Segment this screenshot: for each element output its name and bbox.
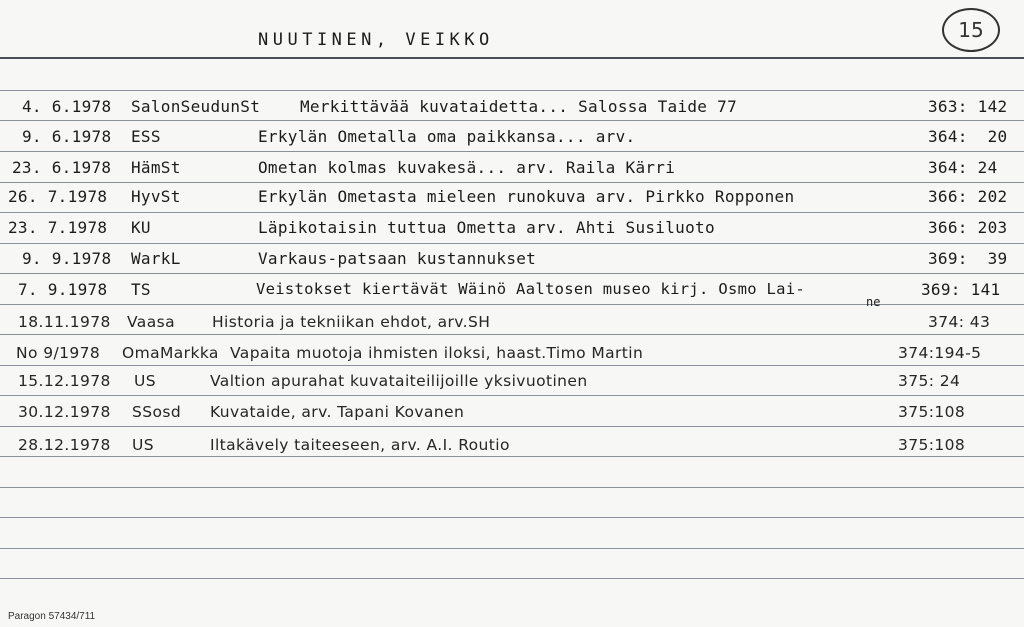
card-title: NUUTINEN, VEIKKO [258, 30, 494, 50]
ruled-line [0, 90, 1024, 91]
header-rule [0, 57, 1024, 59]
entry-ref: 374:194-5 [898, 344, 982, 362]
ruled-line [0, 182, 1024, 183]
ruled-line [0, 578, 1024, 579]
ruled-line [0, 426, 1024, 427]
entry-ref: 375: 24 [898, 372, 961, 390]
entry-text: Iltakävely taiteeseen, arv. A.I. Routio [210, 436, 510, 454]
ruled-line [0, 243, 1024, 244]
entry-date: 15.12.1978 [18, 372, 111, 390]
entry-date: 9. 6.1978 [22, 127, 112, 146]
entry-date: 23. 6.1978 [12, 158, 112, 177]
entry-ref: 369: 39 [928, 249, 1008, 268]
ruled-line [0, 517, 1024, 518]
entry-text: Läpikotaisin tuttua Ometta arv. Ahti Susiluoto [258, 218, 715, 237]
entry-source: US [132, 436, 154, 454]
entry-ref: 375:108 [898, 403, 966, 421]
entry-text: Valtion apurahat kuvataiteilijoille yksivuotinen [210, 372, 588, 390]
entry-text: Vapaita muotoja ihmisten iloksi, haast.Timo Martin [230, 344, 644, 362]
entry-ref: 374: 43 [928, 313, 991, 331]
entry-date: 18.11.1978 [18, 313, 111, 331]
ruled-line [0, 548, 1024, 549]
entry-source: KU [131, 218, 151, 237]
ruled-line [0, 212, 1024, 213]
entry-date: 30.12.1978 [18, 403, 111, 421]
entry-ref: 364: 20 [928, 127, 1008, 146]
entry-text: Historia ja tekniikan ehdot, arv.SH [212, 313, 491, 331]
entry-date: 9. 9.1978 [22, 249, 112, 268]
ruled-line [0, 395, 1024, 396]
entry-ref: 369: 141 [921, 280, 1001, 299]
entry-source: HyvSt [131, 187, 181, 206]
entry-date: 7. 9.1978 [18, 280, 108, 299]
ruled-line [0, 151, 1024, 152]
entry-text: Kuvataide, arv. Tapani Kovanen [210, 403, 465, 421]
entry-text: Erkylän Ometalla oma paikkansa... arv. [258, 127, 636, 146]
ruled-line [0, 273, 1024, 274]
ruled-line [0, 456, 1024, 457]
entry-source: WarkL [131, 249, 181, 268]
entry-ref: 363: 142 [928, 97, 1008, 116]
entry-source: ESS [131, 127, 161, 146]
card-number-circle: 15 [942, 8, 1000, 52]
entry-text: Merkittävää kuvataidetta... Salossa Taide 77 [300, 97, 738, 116]
entry-date: 26. 7.1978 [8, 187, 108, 206]
entry-source: TS [131, 280, 151, 299]
ruled-line [0, 334, 1024, 335]
entry-source: SSosd [132, 403, 182, 421]
entry-ref: 364: 24 [928, 158, 998, 177]
entry-source: HämSt [131, 158, 181, 177]
entry-ref: 375:108 [898, 436, 966, 454]
entry-ref: 366: 203 [928, 218, 1008, 237]
entry-ref: 366: 202 [928, 187, 1008, 206]
entry-text: Erkylän Ometasta mieleen runokuva arv. Pirkko Ropponen [258, 187, 795, 206]
entry-date: No 9/1978 [16, 344, 101, 362]
entry-source: OmaMarkka [122, 344, 219, 362]
entry-source: US [134, 372, 156, 390]
entry-text: Ometan kolmas kuvakesä... arv. Raila Kärri [258, 158, 676, 177]
ruled-line [0, 487, 1024, 488]
entry-text: Varkaus-patsaan kustannukset [258, 249, 537, 268]
ruled-line [0, 365, 1024, 366]
entry-text-continuation: ne [866, 295, 881, 309]
entry-source: SalonSeudunSt [131, 97, 261, 116]
ruled-line [0, 120, 1024, 121]
entry-date: 4. 6.1978 [22, 97, 112, 116]
entry-source: Vaasa [127, 313, 175, 331]
entry-date: 23. 7.1978 [8, 218, 108, 237]
entry-text: Veistokset kiertävät Wäinö Aaltosen museo kirj. Osmo Lai- [256, 280, 806, 298]
entry-date: 28.12.1978 [18, 436, 111, 454]
card-footer: Paragon 57434/711 [8, 611, 96, 622]
